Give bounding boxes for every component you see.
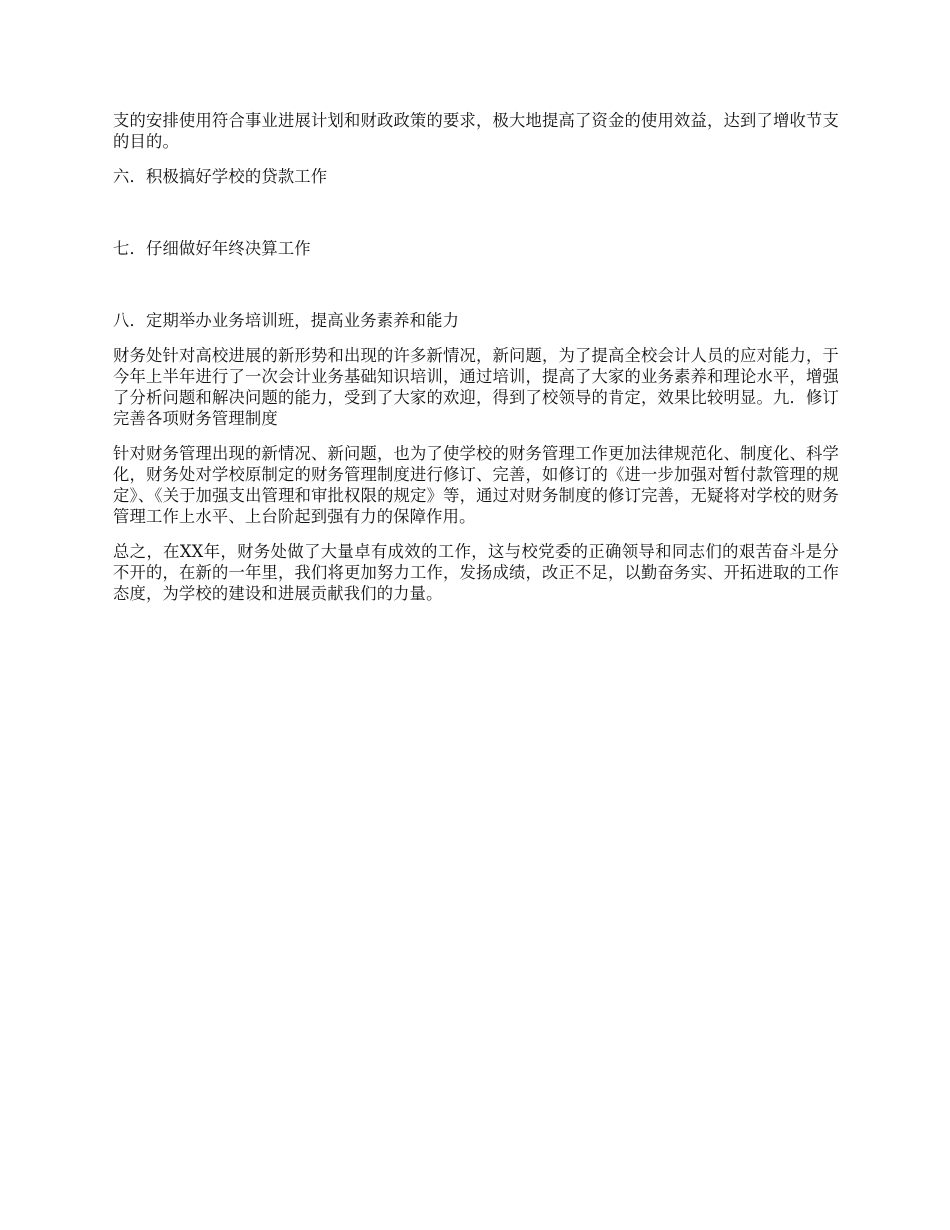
heading-section-7: 七．仔细做好年终决算工作	[113, 239, 311, 258]
heading-section-8: 八．定期举办业务培训班，提高业务素养和能力	[113, 311, 460, 330]
paragraph-rules-revision: 针对财务管理出现的新情况、新问题，也为了使学校的财务管理工作更加法律规范化、制度化、科学化，财务处对学校原制定的财务管理制度进行修订、完善，如修订的《进一步加强对暂付款管理的规定》、《关于加强支出管理和审批权限的规定》等，通过对财务制度的修订完善，无疑将对学校的财务管理工作上水平、上台阶起到强有力的保障作用。	[113, 444, 839, 526]
paragraph-summary: 总之，在XX年，财务处做了大量卓有成效的工作，这与校党委的正确领导和同志们的艰苦奋斗是分不开的，在新的一年里，我们将更加努力工作，发扬成绩，改正不足，以勤奋务实、开拓进取的工作态度，为学校的建设和进展贡献我们的力量。	[113, 542, 839, 603]
heading-section-6: 六．积极搞好学校的贷款工作	[113, 167, 328, 186]
document-page	[113, 110, 839, 618]
paragraph-budget-conclusion: 支的安排使用符合事业进展计划和财政政策的要求，极大地提高了资金的使用效益，达到了增收节支的目的。	[113, 111, 839, 151]
paragraph-training: 财务处针对高校进展的新形势和出现的许多新情况，新问题，为了提高全校会计人员的应对能力，于今年上半年进行了一次会计业务基础知识培训，通过培训，提高了大家的业务素养和理论水平，增强了分析问题和解决问题的能力，受到了大家的欢迎，得到了校领导的肯定，效果比较明显。九．修订完善各项财务管理制度	[113, 346, 839, 428]
